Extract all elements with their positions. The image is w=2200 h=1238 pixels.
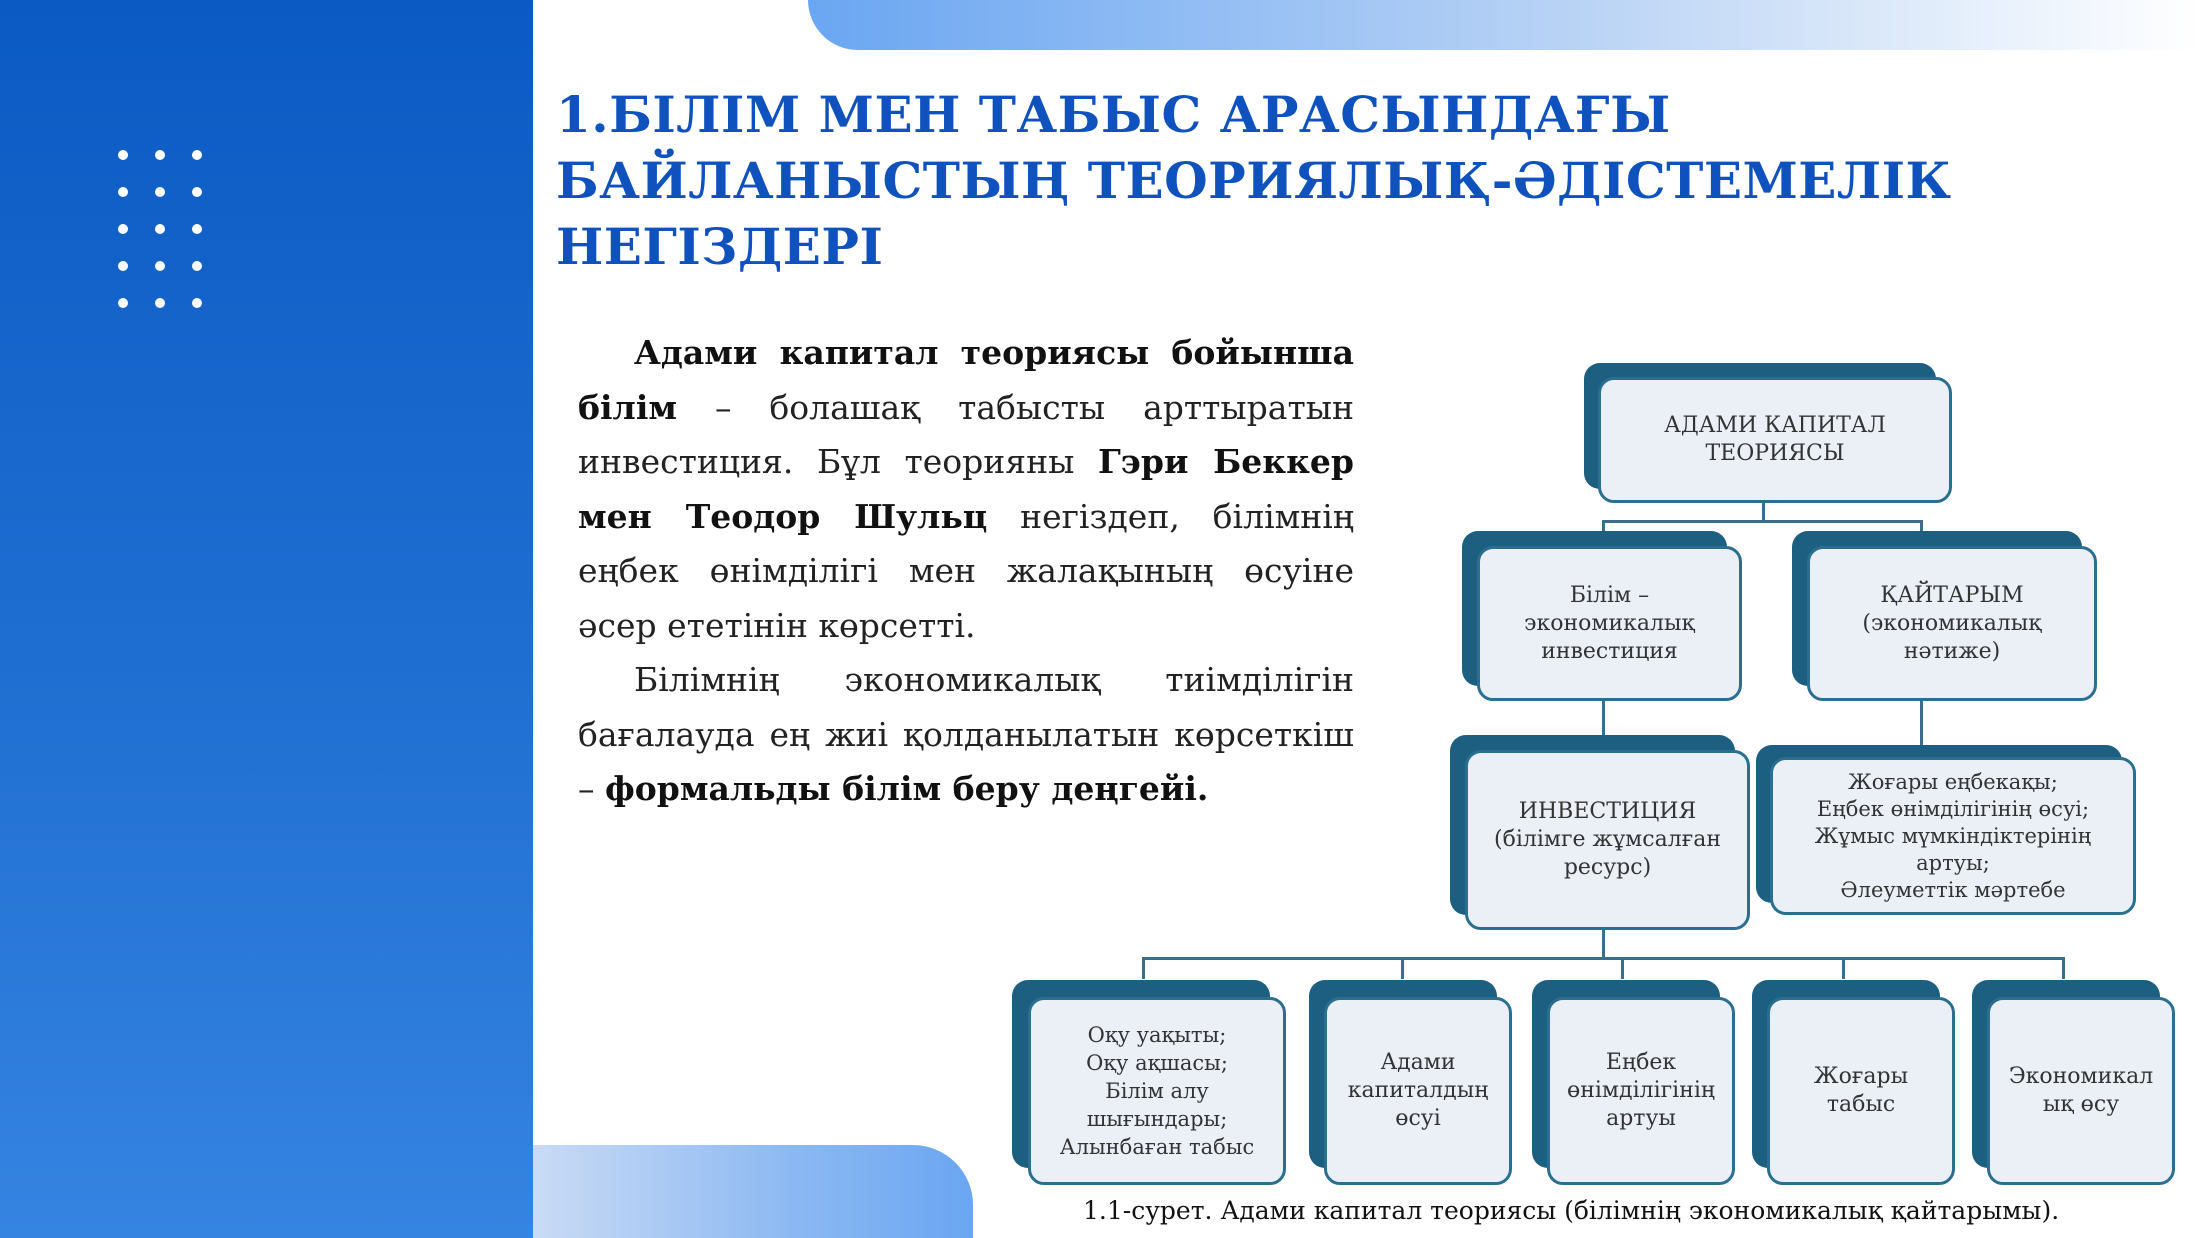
connector [1142,957,1145,979]
left-mid-line-3: инвестиция [1541,638,1678,664]
slide-title [556,82,2116,280]
capital-growth-line-1: Адами [1380,1050,1456,1075]
costs-line-2: Оқу ақшасы; [1086,1051,1228,1075]
high-income-box [1752,980,1955,1185]
costs-box [1012,980,1286,1185]
left-blue-panel [0,0,533,1238]
connector [2062,957,2065,979]
costs-line-3: Білім алу [1105,1079,1209,1103]
productivity-box [1532,980,1735,1185]
text-3: Білімнің экономикалық тиімділігін бағалауда ең жиі қолданылатын көрсеткіш – [578,660,1354,808]
right-mid-line-1: ҚАЙТАРЫМ [1880,582,2024,608]
returns-line-4: артуы; [1916,850,1990,875]
return-box [1792,531,2097,701]
high-income-line-2: табыс [1826,1092,1896,1117]
left-mid-line-2: экономикалық [1524,610,1695,636]
costs-line-4: шығындары; [1086,1107,1228,1131]
human-capital-diagram [1000,355,2200,1185]
right-mid-line-3: нәтиже) [1903,638,2001,664]
figure-caption: 1.1-сурет. Адами капитал теориясы (білімнің экономикалық қайтарымы). [1083,1196,2060,1225]
left-mid-line-1: Білім – [1569,582,1650,608]
capital-growth-box [1309,980,1512,1185]
capital-growth-line-2: капиталдың [1347,1078,1489,1103]
right-mid-line-2: (экономикалық [1862,610,2042,636]
bold-term-2: формальды білім беру деңгейі. [605,769,1209,808]
returns-box [1756,745,2136,915]
economic-growth-box [1972,980,2175,1185]
connector [1602,520,1922,523]
bold-names: Гэри Беккер мен Теодор Шульц [578,442,1354,536]
root-line-1: АДАМИ КАПИТАЛ [1664,413,1886,438]
top-gradient-bar [808,0,2200,50]
dot-grid-decoration [118,150,228,310]
investment-line-2: (білімге жұмсалған [1493,827,1721,852]
bottom-gradient-bar [533,1145,973,1238]
economic-growth-line-2: ық өсу [2042,1092,2120,1117]
costs-line-5: Алынбаған табыс [1059,1135,1255,1159]
high-income-line-1: Жоғары [1813,1064,1909,1089]
investment-line-3: ресурс) [1563,855,1652,880]
bold-term-1: Адами капитал теориясы бойынша білім [578,333,1354,427]
title-line-1: 1.БІЛІМ МЕН ТАБЫС АРАСЫНДАҒЫ [556,85,1671,144]
returns-line-2: Еңбек өнімділігінің өсуі; [1816,796,2090,821]
investment-line-1: ИНВЕСТИЦИЯ [1518,799,1697,824]
connector [1621,957,1624,979]
productivity-line-3: артуы [1606,1106,1676,1131]
root-box [1584,363,1952,503]
investment-box [1450,735,1750,930]
connector [1602,927,1605,957]
title-line-2: БАЙЛАНЫСТЫҢ ТЕОРИЯЛЫҚ-ӘДІСТЕМЕЛІК [556,151,1952,210]
connector [1920,700,1923,745]
returns-line-5: Әлеуметтік мәртебе [1840,877,2066,902]
costs-line-1: Оқу уақыты; [1087,1023,1227,1047]
root-line-2: ТЕОРИЯСЫ [1705,441,1845,466]
connector [1401,957,1404,979]
productivity-line-1: Еңбек [1605,1050,1677,1075]
title-line-3: НЕГІЗДЕРІ [556,217,884,276]
text-2: негіздеп, білімнің еңбек өнімділігі мен жалақының өсуіне әсер ететінін көрсетті. [578,496,1354,645]
connector [1142,957,2064,960]
education-investment-box [1462,531,1742,701]
capital-growth-line-3: өсуі [1395,1106,1441,1131]
returns-line-3: Жұмыс мүмкіндіктерінің [1814,823,2092,848]
connector [1842,957,1845,979]
text-1: – болашақ табысты арттыратын инвестиция. Бұл теорияны [578,387,1354,481]
productivity-line-2: өнімділігінің [1566,1078,1716,1103]
returns-line-1: Жоғары еңбекақы; [1848,769,2058,794]
economic-growth-line-1: Экономикал [2008,1064,2154,1089]
